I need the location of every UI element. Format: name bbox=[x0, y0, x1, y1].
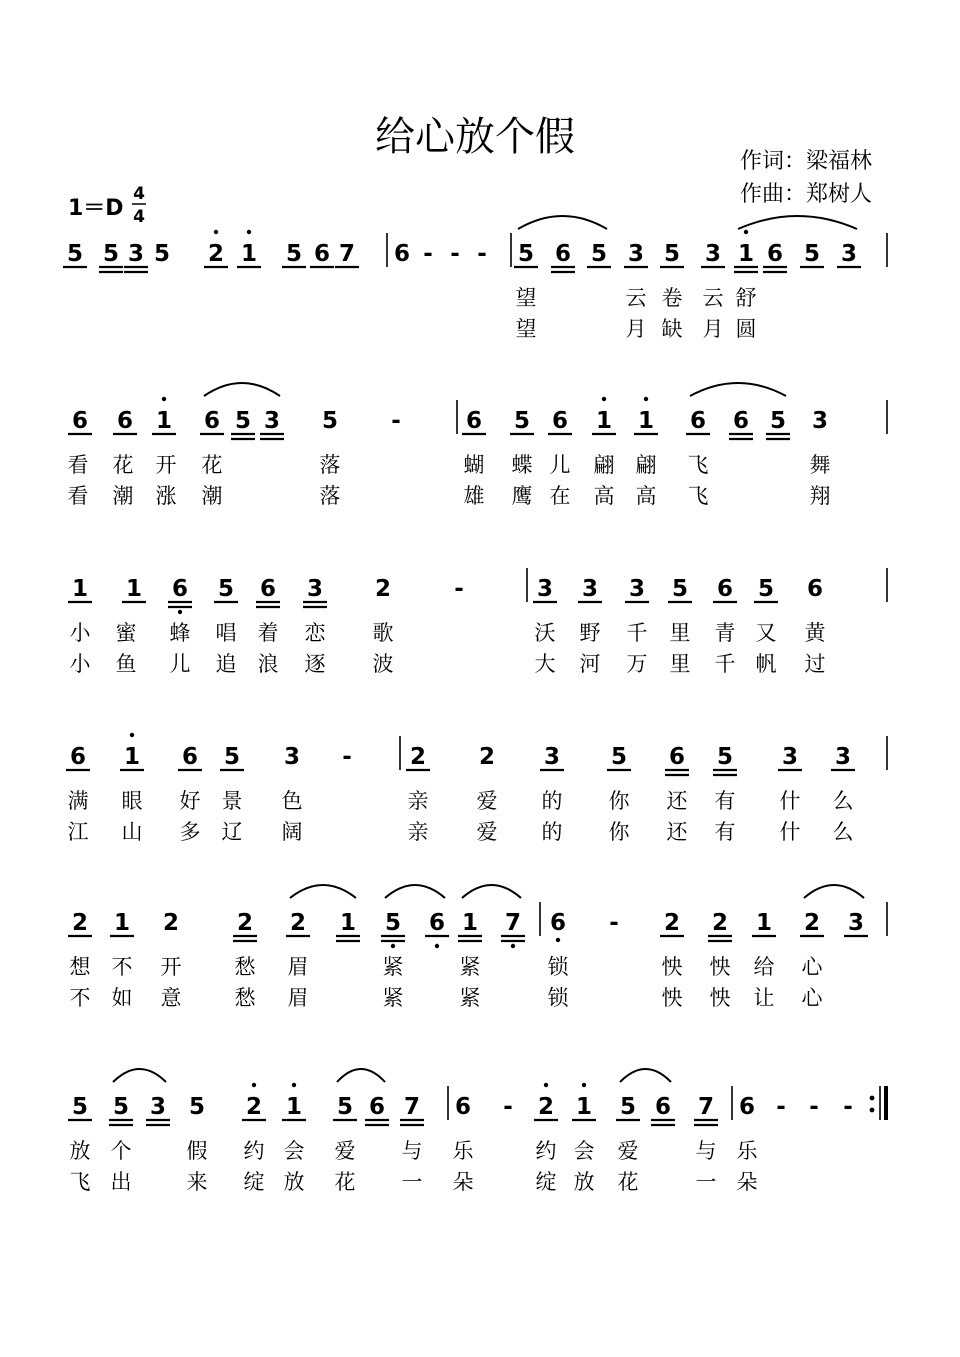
lyric-syllable: 儿 bbox=[169, 652, 191, 676]
lyric-syllable: 爱 bbox=[334, 1139, 356, 1163]
note: 5 bbox=[384, 910, 402, 936]
lyric-syllable: 放 bbox=[573, 1170, 595, 1194]
note: 5 bbox=[590, 241, 608, 267]
note: 5 bbox=[803, 241, 821, 267]
lyric-syllable: 亲 bbox=[407, 820, 429, 844]
music-systems bbox=[63, 216, 887, 1194]
lyric-syllable: 怏 bbox=[661, 955, 683, 979]
lyric-syllable: 怏 bbox=[709, 986, 731, 1010]
lyric-syllable: 蜜 bbox=[115, 621, 137, 645]
note: 6 bbox=[428, 910, 446, 936]
lyric-syllable: 蝶 bbox=[511, 453, 533, 477]
lyric-syllable: 黄 bbox=[804, 621, 826, 645]
note: 1 bbox=[155, 408, 173, 434]
system-3 bbox=[68, 568, 887, 676]
lyric-syllable: 阔 bbox=[281, 820, 303, 844]
repeat-dot bbox=[870, 1096, 875, 1101]
lyric-syllable: 约 bbox=[535, 1139, 557, 1163]
note: 3 bbox=[781, 744, 799, 770]
lyric-syllable: 还 bbox=[666, 789, 688, 813]
note: 2 bbox=[236, 910, 254, 936]
note: 6 bbox=[69, 744, 87, 770]
lyric-syllable: 歌 bbox=[372, 621, 394, 645]
note: 3 bbox=[543, 744, 561, 770]
lyric-syllable: 心 bbox=[801, 955, 823, 979]
lyric-syllable: 有 bbox=[714, 820, 736, 844]
lyric-syllable: 小 bbox=[69, 621, 91, 645]
note: 3 bbox=[834, 744, 852, 770]
note: 1 bbox=[71, 576, 89, 602]
note: 6 bbox=[203, 408, 221, 434]
note: 6 bbox=[181, 744, 199, 770]
note: 1 bbox=[737, 241, 755, 267]
lyric-syllable: 会 bbox=[283, 1139, 305, 1163]
lyric-syllable: 一 bbox=[695, 1170, 717, 1194]
lyric-syllable: 锁 bbox=[547, 955, 569, 979]
octave-dot bbox=[644, 397, 648, 401]
note: 5 bbox=[188, 1094, 206, 1120]
lyric-syllable: 假 bbox=[186, 1139, 208, 1163]
lyric-syllable: 眼 bbox=[121, 789, 143, 813]
octave-dot bbox=[556, 938, 560, 942]
note: 6 bbox=[368, 1094, 386, 1120]
lyric-syllable: 唱 bbox=[215, 621, 237, 645]
lyric-syllable: 的 bbox=[541, 820, 563, 844]
lyric-syllable: 小 bbox=[69, 652, 91, 676]
lyric-syllable: 鹰 bbox=[511, 484, 533, 508]
lyric-syllable: 出 bbox=[110, 1170, 132, 1194]
octave-dot bbox=[247, 230, 251, 234]
note: 1 bbox=[339, 910, 357, 936]
lyric-syllable: 紧 bbox=[382, 986, 404, 1010]
lyric-syllable: 放 bbox=[69, 1139, 91, 1163]
lyric-syllable: 翩 bbox=[593, 453, 615, 477]
octave-dot bbox=[178, 610, 182, 614]
note: 3 bbox=[628, 576, 646, 602]
note: 7 bbox=[697, 1094, 715, 1120]
dash-note: - bbox=[342, 744, 352, 770]
lyric-syllable: 大 bbox=[534, 652, 556, 676]
note: 5 bbox=[336, 1094, 354, 1120]
lyric-syllable: 什 bbox=[779, 789, 801, 813]
lyric-syllable: 千 bbox=[626, 621, 648, 645]
lyric-syllable: 云 bbox=[702, 286, 724, 310]
lyric-syllable: 如 bbox=[111, 986, 133, 1010]
note: 3 bbox=[847, 910, 865, 936]
lyric-syllable: 愁 bbox=[234, 986, 256, 1010]
note: 5 bbox=[217, 576, 235, 602]
slur bbox=[204, 383, 280, 396]
lyric-syllable: 望 bbox=[515, 317, 537, 341]
lyric-syllable: 翩 bbox=[635, 453, 657, 477]
note: 6 bbox=[554, 241, 572, 267]
note: 2 bbox=[289, 910, 307, 936]
note: 6 bbox=[549, 910, 567, 936]
dash-note: - bbox=[450, 241, 460, 267]
dash-note: - bbox=[454, 576, 464, 602]
lyric-syllable: 飞 bbox=[687, 484, 709, 508]
time-signature-top: 4 bbox=[133, 184, 145, 204]
lyric-syllable: 万 bbox=[626, 652, 648, 676]
slur bbox=[518, 216, 607, 229]
lyric-syllable: 儿 bbox=[549, 453, 571, 477]
system-6 bbox=[68, 1069, 853, 1194]
lyric-syllable: 好 bbox=[179, 789, 201, 813]
lyric-syllable: 有 bbox=[714, 789, 736, 813]
lyric-syllable: 爱 bbox=[476, 820, 498, 844]
note: 2 bbox=[478, 744, 496, 770]
lyric-syllable: 山 bbox=[121, 820, 143, 844]
lyric-syllable: 飞 bbox=[69, 1170, 91, 1194]
lyric-syllable: 波 bbox=[372, 652, 394, 676]
octave-dot bbox=[602, 397, 606, 401]
note: 5 bbox=[663, 241, 681, 267]
note: 6 bbox=[116, 408, 134, 434]
lyricist-credit: 作词：梁福林 bbox=[740, 149, 873, 174]
dash-note: - bbox=[776, 1094, 786, 1120]
composer-credit: 作曲：郑树人 bbox=[740, 182, 873, 207]
lyric-syllable: 花 bbox=[112, 453, 134, 477]
note: 5 bbox=[102, 241, 120, 267]
lyric-syllable: 青 bbox=[714, 621, 736, 645]
slur bbox=[462, 885, 521, 898]
lyric-syllable: 锁 bbox=[547, 986, 569, 1010]
lyric-syllable: 什 bbox=[779, 820, 801, 844]
lyric-syllable: 让 bbox=[753, 986, 775, 1010]
system-1 bbox=[63, 216, 887, 341]
slur bbox=[690, 383, 786, 396]
lyric-syllable: 月 bbox=[702, 317, 724, 341]
note: 5 bbox=[112, 1094, 130, 1120]
note: 6 bbox=[393, 241, 411, 267]
lyric-syllable: 与 bbox=[695, 1139, 717, 1163]
note: 1 bbox=[240, 241, 258, 267]
dash-note: - bbox=[423, 241, 433, 267]
lyric-syllable: 怏 bbox=[661, 986, 683, 1010]
lyric-syllable: 望 bbox=[515, 286, 537, 310]
song-title: 给心放个假 bbox=[375, 114, 575, 160]
lyric-syllable: 着 bbox=[257, 621, 279, 645]
note: 3 bbox=[149, 1094, 167, 1120]
lyric-syllable: 么 bbox=[832, 820, 854, 844]
lyric-syllable: 你 bbox=[608, 789, 630, 813]
note: 5 bbox=[223, 744, 241, 770]
lyric-syllable: 野 bbox=[579, 621, 601, 645]
note: 3 bbox=[811, 408, 829, 434]
lyric-syllable: 河 bbox=[579, 652, 601, 676]
note: 6 bbox=[465, 408, 483, 434]
lyric-syllable: 里 bbox=[669, 652, 691, 676]
lyric-syllable: 约 bbox=[243, 1139, 265, 1163]
lyric-syllable: 眉 bbox=[287, 955, 309, 979]
lyric-syllable: 与 bbox=[401, 1139, 423, 1163]
octave-dot bbox=[744, 230, 748, 234]
note: 2 bbox=[245, 1094, 263, 1120]
octave-dot bbox=[292, 1083, 296, 1087]
note: 5 bbox=[671, 576, 689, 602]
note: 1 bbox=[637, 408, 655, 434]
lyric-syllable: 飞 bbox=[687, 453, 709, 477]
octave-dot bbox=[544, 1083, 548, 1087]
note: 6 bbox=[738, 1094, 756, 1120]
note: 3 bbox=[704, 241, 722, 267]
note: 6 bbox=[766, 241, 784, 267]
lyric-syllable: 一 bbox=[401, 1170, 423, 1194]
note: 2 bbox=[537, 1094, 555, 1120]
note: 3 bbox=[263, 408, 281, 434]
note: 1 bbox=[123, 744, 141, 770]
lyric-syllable: 蜂 bbox=[169, 621, 191, 645]
note: 5 bbox=[716, 744, 734, 770]
lyric-syllable: 爱 bbox=[617, 1139, 639, 1163]
lyric-syllable: 怏 bbox=[709, 955, 731, 979]
note: 5 bbox=[234, 408, 252, 434]
octave-dot bbox=[582, 1083, 586, 1087]
lyric-syllable: 看 bbox=[67, 453, 89, 477]
lyric-syllable: 绽 bbox=[243, 1170, 265, 1194]
note: 6 bbox=[716, 576, 734, 602]
lyric-syllable: 朵 bbox=[452, 1170, 474, 1194]
lyric-syllable: 给 bbox=[753, 955, 775, 979]
lyric-syllable: 绽 bbox=[535, 1170, 557, 1194]
note: 5 bbox=[153, 241, 171, 267]
note: 2 bbox=[409, 744, 427, 770]
note: 1 bbox=[755, 910, 773, 936]
lyric-syllable: 不 bbox=[69, 986, 91, 1010]
note: 1 bbox=[285, 1094, 303, 1120]
slur bbox=[337, 1069, 385, 1082]
lyric-syllable: 愁 bbox=[234, 955, 256, 979]
repeat-dot bbox=[870, 1108, 875, 1113]
note: 1 bbox=[113, 910, 131, 936]
lyric-syllable: 在 bbox=[549, 484, 571, 508]
lyric-syllable: 恋 bbox=[304, 621, 326, 645]
note: 6 bbox=[551, 408, 569, 434]
lyric-syllable: 落 bbox=[319, 453, 341, 477]
note: 5 bbox=[321, 408, 339, 434]
lyric-syllable: 过 bbox=[804, 652, 826, 676]
time-signature-bottom: 4 bbox=[133, 207, 145, 227]
lyric-syllable: 卷 bbox=[661, 286, 683, 310]
note: 2 bbox=[711, 910, 729, 936]
note: 3 bbox=[283, 744, 301, 770]
lyric-syllable: 乐 bbox=[736, 1139, 758, 1163]
lyric-syllable: 追 bbox=[215, 652, 237, 676]
note: 3 bbox=[581, 576, 599, 602]
note: 6 bbox=[313, 241, 331, 267]
lyric-syllable: 涨 bbox=[155, 484, 177, 508]
key-signature bbox=[68, 184, 146, 227]
note: 7 bbox=[338, 241, 356, 267]
note: 5 bbox=[285, 241, 303, 267]
octave-dot bbox=[252, 1083, 256, 1087]
lyric-syllable: 开 bbox=[155, 453, 177, 477]
lyric-syllable: 亲 bbox=[407, 789, 429, 813]
lyric-syllable: 缺 bbox=[661, 317, 683, 341]
octave-dot bbox=[435, 944, 439, 948]
system-4 bbox=[66, 733, 887, 844]
dash-note: - bbox=[477, 241, 487, 267]
slur bbox=[620, 1069, 671, 1082]
lyric-syllable: 你 bbox=[608, 820, 630, 844]
note: 1 bbox=[461, 910, 479, 936]
note: 2 bbox=[663, 910, 681, 936]
note: 2 bbox=[803, 910, 821, 936]
lyric-syllable: 爱 bbox=[476, 789, 498, 813]
lyric-syllable: 翔 bbox=[809, 484, 831, 508]
lyric-syllable: 心 bbox=[801, 986, 823, 1010]
note: 3 bbox=[536, 576, 554, 602]
lyric-syllable: 多 bbox=[179, 820, 201, 844]
note: 6 bbox=[71, 408, 89, 434]
lyric-syllable: 又 bbox=[755, 621, 777, 645]
note: 1 bbox=[575, 1094, 593, 1120]
lyric-syllable: 雄 bbox=[463, 484, 485, 508]
octave-dot bbox=[162, 397, 166, 401]
dash-note: - bbox=[609, 910, 619, 936]
lyric-syllable: 潮 bbox=[201, 484, 223, 508]
lyric-syllable: 紧 bbox=[459, 955, 481, 979]
note: 6 bbox=[654, 1094, 672, 1120]
slur bbox=[804, 885, 864, 898]
note: 3 bbox=[627, 241, 645, 267]
note: 6 bbox=[171, 576, 189, 602]
lyric-syllable: 浪 bbox=[257, 652, 279, 676]
system-2 bbox=[68, 383, 888, 508]
note: 3 bbox=[127, 241, 145, 267]
lyric-syllable: 还 bbox=[666, 820, 688, 844]
lyric-syllable: 鱼 bbox=[115, 652, 137, 676]
lyric-syllable: 不 bbox=[111, 955, 133, 979]
lyric-syllable: 放 bbox=[283, 1170, 305, 1194]
note: 5 bbox=[610, 744, 628, 770]
lyric-syllable: 高 bbox=[593, 484, 615, 508]
lyric-syllable: 会 bbox=[573, 1139, 595, 1163]
lyric-syllable: 花 bbox=[334, 1170, 356, 1194]
lyric-syllable: 开 bbox=[160, 955, 182, 979]
lyric-syllable: 高 bbox=[635, 484, 657, 508]
slur bbox=[290, 885, 356, 898]
octave-dot bbox=[511, 944, 515, 948]
lyric-syllable: 帆 bbox=[755, 652, 777, 676]
system-5 bbox=[68, 885, 887, 1010]
lyric-syllable: 沃 bbox=[534, 621, 556, 645]
note: 2 bbox=[71, 910, 89, 936]
key-tonic: 1＝D bbox=[68, 196, 124, 221]
note: 5 bbox=[513, 408, 531, 434]
note: 3 bbox=[840, 241, 858, 267]
note: 2 bbox=[374, 576, 392, 602]
lyric-syllable: 来 bbox=[186, 1170, 208, 1194]
lyric-syllable: 色 bbox=[281, 789, 303, 813]
lyric-syllable: 蝴 bbox=[463, 453, 485, 477]
lyric-syllable: 潮 bbox=[112, 484, 134, 508]
lyric-syllable: 月 bbox=[625, 317, 647, 341]
lyric-syllable: 舒 bbox=[735, 286, 757, 310]
note: 1 bbox=[595, 408, 613, 434]
note: 5 bbox=[66, 241, 84, 267]
slur bbox=[385, 885, 445, 898]
lyric-syllable: 圆 bbox=[735, 317, 757, 341]
octave-dot bbox=[214, 230, 218, 234]
dash-note: - bbox=[843, 1094, 853, 1120]
lyric-syllable: 朵 bbox=[736, 1170, 758, 1194]
octave-dot bbox=[391, 944, 395, 948]
note: 6 bbox=[689, 408, 707, 434]
note: 5 bbox=[757, 576, 775, 602]
octave-dot bbox=[130, 733, 134, 737]
lyric-syllable: 个 bbox=[110, 1139, 132, 1163]
repeat-end-barline bbox=[870, 1086, 886, 1120]
note: 6 bbox=[454, 1094, 472, 1120]
note: 2 bbox=[162, 910, 180, 936]
note: 7 bbox=[403, 1094, 421, 1120]
lyric-syllable: 满 bbox=[67, 789, 89, 813]
lyric-syllable: 紧 bbox=[382, 955, 404, 979]
lyric-syllable: 意 bbox=[160, 986, 182, 1010]
lyric-syllable: 千 bbox=[714, 652, 736, 676]
lyric-syllable: 花 bbox=[201, 453, 223, 477]
dash-note: - bbox=[503, 1094, 513, 1120]
note: 5 bbox=[619, 1094, 637, 1120]
slur bbox=[738, 216, 857, 229]
lyric-syllable: 落 bbox=[319, 484, 341, 508]
note: 3 bbox=[306, 576, 324, 602]
lyric-syllable: 眉 bbox=[287, 986, 309, 1010]
lyric-syllable: 里 bbox=[669, 621, 691, 645]
lyric-syllable: 辽 bbox=[221, 820, 243, 844]
lyric-syllable: 想 bbox=[69, 955, 91, 979]
lyric-syllable: 舞 bbox=[809, 453, 831, 477]
note: 7 bbox=[504, 910, 522, 936]
lyric-syllable: 么 bbox=[832, 789, 854, 813]
lyric-syllable: 江 bbox=[67, 820, 89, 844]
dash-note: - bbox=[809, 1094, 819, 1120]
note: 5 bbox=[71, 1094, 89, 1120]
lyric-syllable: 紧 bbox=[459, 986, 481, 1010]
note: 6 bbox=[732, 408, 750, 434]
lyric-syllable: 云 bbox=[625, 286, 647, 310]
lyric-syllable: 花 bbox=[617, 1170, 639, 1194]
lyric-syllable: 的 bbox=[541, 789, 563, 813]
lyric-syllable: 看 bbox=[67, 484, 89, 508]
dash-note: - bbox=[391, 408, 401, 434]
lyric-syllable: 景 bbox=[221, 789, 243, 813]
note: 2 bbox=[207, 241, 225, 267]
note: 5 bbox=[517, 241, 535, 267]
note: 6 bbox=[259, 576, 277, 602]
note: 6 bbox=[668, 744, 686, 770]
lyric-syllable: 逐 bbox=[304, 652, 326, 676]
note: 1 bbox=[125, 576, 143, 602]
note: 6 bbox=[806, 576, 824, 602]
slur bbox=[113, 1069, 166, 1082]
lyric-syllable: 乐 bbox=[452, 1139, 474, 1163]
note: 5 bbox=[769, 408, 787, 434]
